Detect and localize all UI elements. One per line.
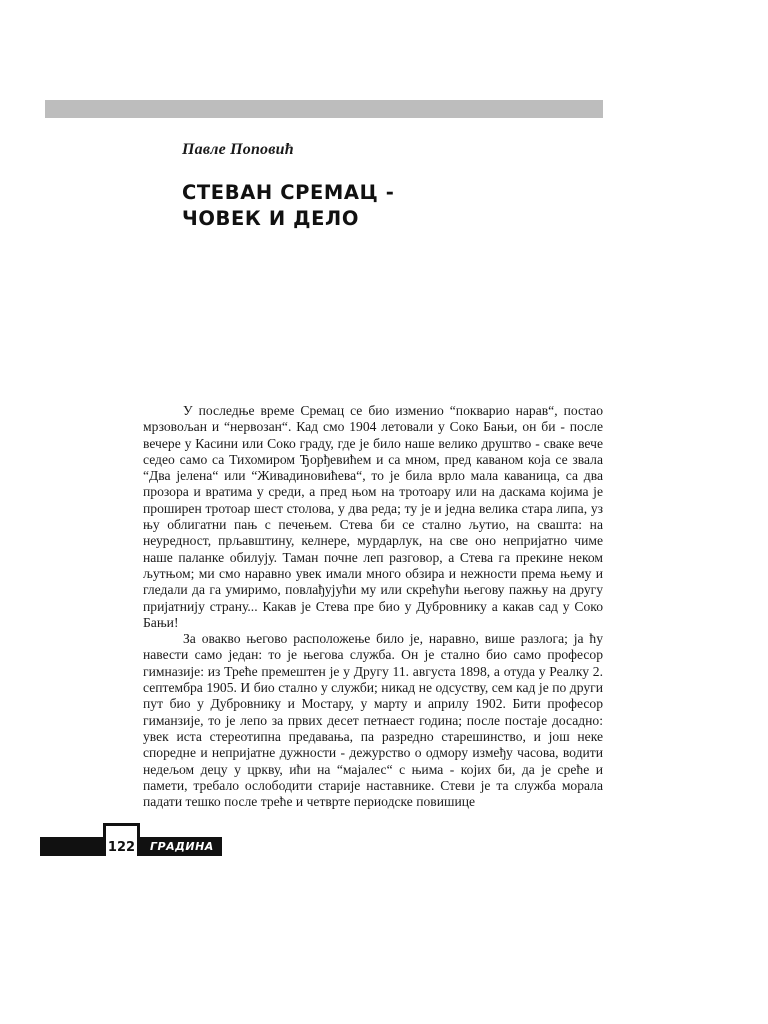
- article-title: [182, 180, 394, 232]
- paragraph-2: За овакво његово расположење било је, наравно, више разлога; ја ћу навести само један: то је његова служба. Он је стално био само професор гимназије: из Треће премештен је у Другу 11. августа 1898, а отуда у Реалку 2. септембра 1905. И био стално у служби; никад не одсуству, сем кад је по други пут био у Дубровнику и Мостару, у марту и априлу 1902. Бити професор гиманзије, то је лепо за првих десет петнаест година; после постаје досадно: увек иста стереотипна предавања, па разредно старешинство, и још неке споредне и непријатне дужности - дежурство о одмору између часова, водити недељом децу у цркву, ићи на “мајалес“ с њима - којих би, да је среће и памети, требало ослободити старије наставнике. Стеви је та служба морала падати тешко после треће и четврте периодске повишице: [143, 631, 603, 810]
- author-name: Павле Поповић: [182, 141, 294, 158]
- article-body: [143, 403, 603, 810]
- journal-name: ГРАДИНА: [150, 840, 214, 853]
- page-number: 122: [107, 840, 136, 855]
- title-line-2: ЧОВЕК И ДЕЛО: [182, 207, 360, 230]
- title-line-1: СТЕВАН СРЕМАЦ -: [182, 181, 395, 204]
- page-number-box: [103, 823, 140, 856]
- header-rule: [45, 100, 603, 118]
- paragraph-1: У последње време Сремац се био изменио “покварио нарав“, постао мрзовољан и “нервозан“. Кад смо 1904 летовали у Соко Бањи, он би - после вечере у Касини или Соко граду, где је било наше велико друштво - сваке вече седео само са Тихомиром Ђорђевићем и са мном, пред каваном која се звала “Два јелена“ или “Живадиновићева“, то је била врло мала каваница, са два прозора и вратима у среди, а пред њом на тротоару или на даскама којима је проширен тротоар шест столова, у два реда; ту је и једна велика стара липа, уз њу облигатни пањ с печењем. Стева би се стално љутио, на свашта: на неуредност, прљавштину, келнере, мурдарлук, на све оно непријатно чиме наше паланке обилују. Таман почне леп разговор, а Стева га прекине неком љутњом; ми смо наравно увек имали много обзира и нежности према њему и гледали да га умиримо, повлађујући му или скрећући његову пажњу на другу пријатнију страну... Какав је Стева пре био у Дубровнику а какав сад у Соко Бањи!: [143, 403, 603, 630]
